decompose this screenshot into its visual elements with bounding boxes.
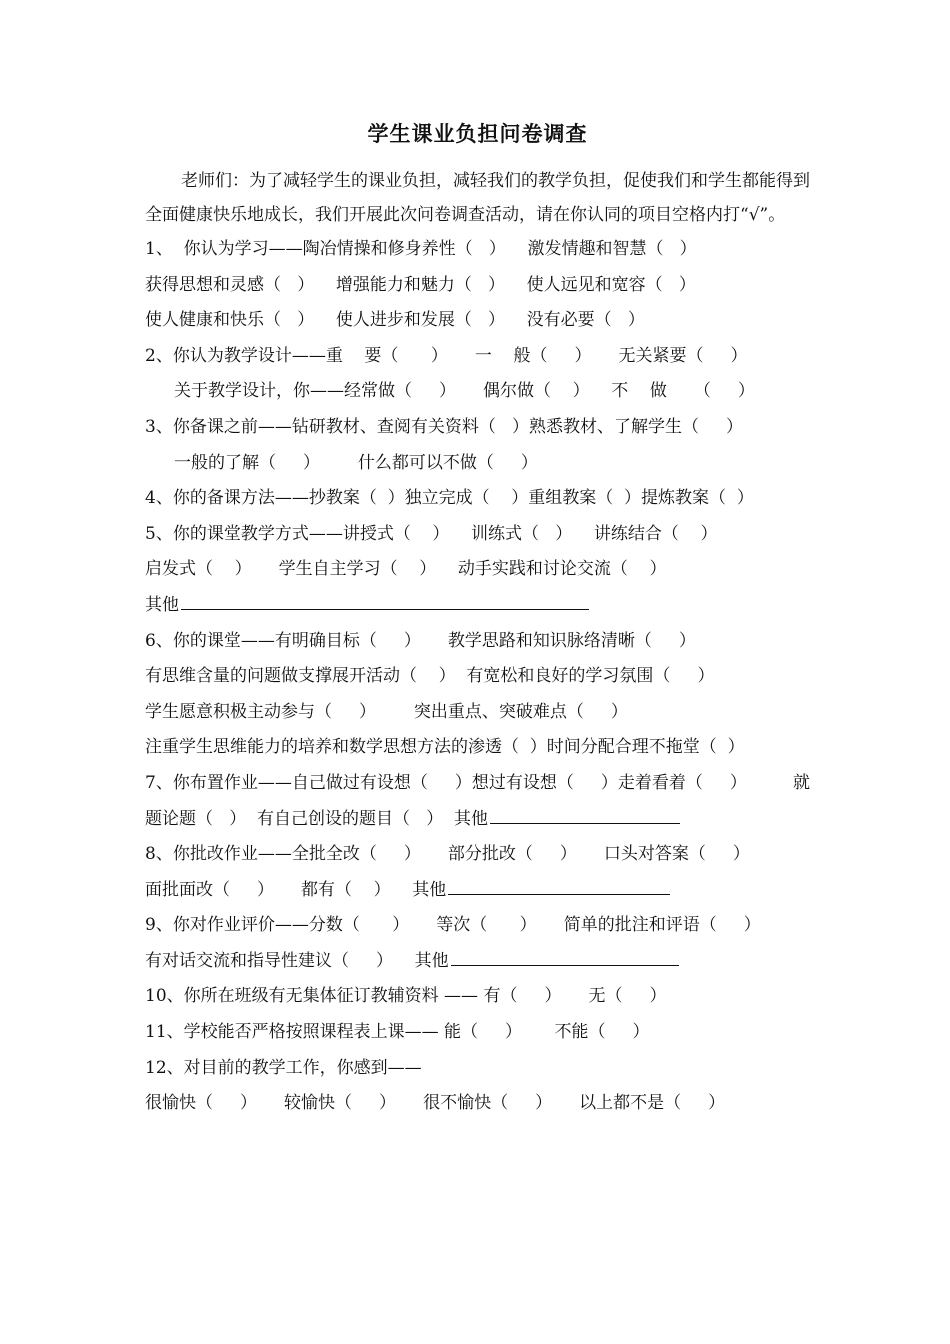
- document-page: [145, 118, 810, 1122]
- question-7-line-2: [145, 802, 810, 838]
- question-2-line-2: 关于教学设计，你——经常做（ ） 偶尔做（ ） 不 做 （ ）: [174, 381, 755, 402]
- question-7-wrap: 就: [793, 772, 810, 793]
- question-9-line-2: [145, 944, 810, 980]
- question-9-continued: 有对话交流和指导性建议（ ） 其他: [145, 950, 449, 971]
- question-3-line-2: 一般的了解（ ） 什么都可以不做（ ）: [174, 452, 538, 473]
- question-6-line-3: 学生愿意积极主动参与（ ） 突出重点、突破难点（ ）: [145, 701, 628, 722]
- question-10: 10、你所在班级有无集体征订教辅资料 —— 有（ ） 无（ ）: [145, 986, 667, 1007]
- question-11: 11、学校能否严格按照课程表上课—— 能（ ） 不能（ ）: [145, 1022, 650, 1043]
- fill-in-blank[interactable]: [181, 591, 589, 610]
- question-1-line-2: 获得思想和灵感（ ） 增强能力和魅力（ ） 使人远见和宽容（ ）: [145, 274, 696, 295]
- fill-in-blank[interactable]: [448, 876, 670, 895]
- question-12-line-2: 很愉快（ ） 较愉快（ ） 很不愉快（ ） 以上都不是（ ）: [145, 1093, 726, 1114]
- question-2-line-1: 2、你认为教学设计——重 要（ ） 一 般（ ） 无关紧要（ ）: [145, 345, 748, 366]
- question-6-line-2: 有思维含量的问题做支撑展开活动（ ） 有宽松和良好的学习氛围（ ）: [145, 666, 715, 687]
- question-1-line-1: 1、 你认为学习——陶冶情操和修身养性（ ） 激发情趣和智慧（ ）: [145, 239, 697, 259]
- fill-in-blank[interactable]: [451, 947, 679, 966]
- question-7-text: 7、你布置作业——自己做过有设想（ ）想过有设想（ ）走着看着（ ）: [145, 772, 747, 793]
- question-3-line-1: 3、你备课之前——钻研教材、查阅有关资料（ ）熟悉教材、了解学生（ ）: [145, 416, 744, 437]
- question-8-continued: 面批面改（ ） 都有（ ） 其他: [145, 879, 447, 900]
- question-4: 4、你的备课方法——抄教案（ ）独立完成（ ）重组教案（ ）提炼教案（ ）: [145, 488, 754, 509]
- question-7-continued: 题论题（ ） 有自己创设的题目（ ） 其他: [145, 808, 489, 829]
- question-1-line-3: 使人健康和快乐（ ） 使人进步和发展（ ） 没有必要（ ）: [145, 310, 645, 331]
- question-6-line-1: 6、你的课堂——有明确目标（ ） 教学思路和知识脉络清晰（ ）: [145, 630, 696, 651]
- question-5-line-2: 启发式（ ） 学生自主学习（ ） 动手实践和讨论交流（ ）: [145, 559, 667, 580]
- question-12-line-1: 12、对目前的教学工作，你感到——: [145, 1057, 422, 1078]
- intro-paragraph: [145, 164, 810, 232]
- page-title: 学生课业负担问卷调查: [367, 121, 588, 146]
- question-8-line-1: 8、你批改作业——全批全改（ ） 部分批改（ ） 口头对答案（ ）: [145, 844, 750, 865]
- question-7-line-1: [145, 766, 810, 802]
- intro-text: 老师们：为了减轻学生的课业负担，减轻我们的教学负担，促使我们和学生都能得到全面健康快乐地成长，我们开展此次问卷调查活动，请在你认同的项目空格内打“√”。: [145, 171, 810, 225]
- question-9-line-1: 9、你对作业评价——分数（ ） 等次（ ） 简单的批注和评语（ ）: [145, 915, 761, 936]
- question-5-line-1: 5、你的课堂教学方式——讲授式（ ） 训练式（ ） 讲练结合（ ）: [145, 523, 718, 544]
- question-6-line-4: 注重学生思维能力的培养和数学思想方法的渗透（ ）时间分配合理不拖堂（ ）: [145, 737, 745, 758]
- question-8-line-2: [145, 873, 810, 909]
- other-label: 其他: [145, 594, 179, 615]
- fill-in-blank[interactable]: [490, 805, 680, 824]
- question-5-other: [145, 588, 810, 624]
